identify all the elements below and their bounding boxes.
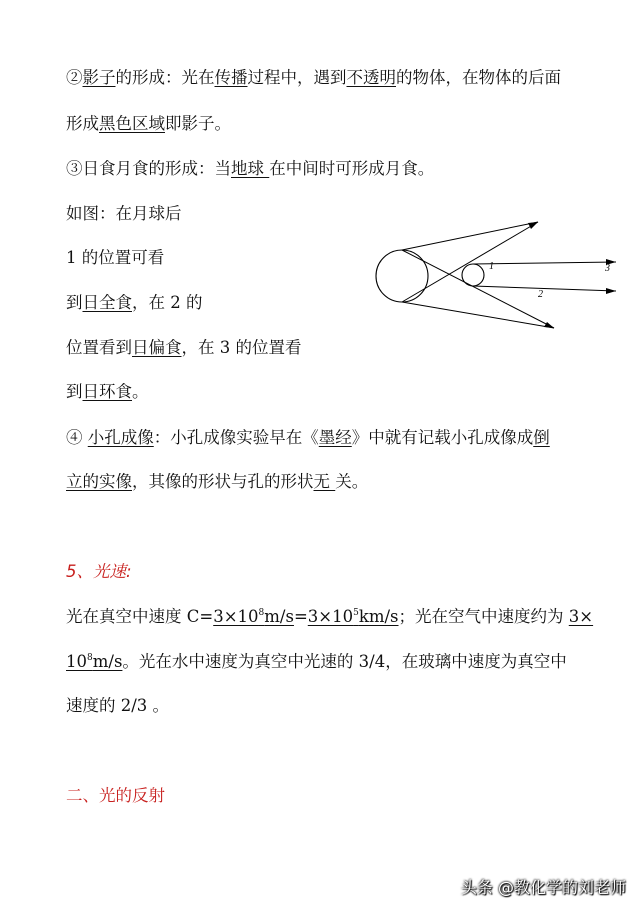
light-speed-line2 [66, 650, 567, 674]
term-opaque: 不透明 [346, 68, 396, 87]
text: 形成 [66, 114, 99, 133]
term-propagation: 传播 [214, 68, 248, 87]
shadow-paragraph-line1 [66, 66, 561, 90]
speed-value-kms [308, 607, 399, 626]
speed-base: 10 [66, 652, 87, 671]
text: 位置看到 [66, 338, 132, 357]
speed-value-air-cont [66, 652, 122, 671]
text: 。光在水中速度为真空中光速的 3/4，在玻璃中速度为真空中 [122, 652, 567, 671]
sun-circle [376, 250, 428, 302]
text: = [293, 607, 308, 626]
eclipse-paragraph [66, 157, 434, 181]
text: ：小孔成像实验早在《 [153, 428, 319, 447]
eclipse-position-4 [66, 380, 149, 404]
term-total-eclipse: 日全食 [82, 293, 132, 312]
eclipse-position-3 [66, 336, 302, 360]
term-unrelated: 无 [313, 472, 336, 491]
eclipse-diagram [372, 214, 622, 334]
section-heading-reflection: 二、光的反射 [66, 786, 165, 805]
text: 光在真空中速度 C= [66, 607, 214, 626]
text: 》中就有记载小孔成像成 [351, 428, 534, 447]
position-label-2: 2 [538, 289, 543, 300]
shadow-paragraph-line2 [66, 112, 231, 136]
light-speed-line3: 速度的 2/3 。 [66, 696, 170, 715]
eclipse-position-1: 1 的位置可看 [66, 248, 165, 267]
speed-base: 3×10 [213, 607, 259, 626]
ray-right-lower [473, 286, 616, 291]
term-black-region: 黑色区域 [99, 114, 165, 133]
text: ③日食月食的形成：当 [66, 159, 231, 178]
section-heading-light-speed: 5、光速: [66, 562, 132, 581]
speed-unit: m/s [92, 652, 123, 671]
text: 的物体，在物体的后面 [396, 68, 561, 87]
arrowhead-lower [544, 322, 554, 328]
term-mojing: 墨经 [318, 428, 352, 447]
ray-right-upper [473, 262, 616, 264]
text: 过程中，遇到 [247, 68, 347, 87]
term-real-image: 立的实像 [66, 472, 132, 491]
speed-exponent: 8 [258, 608, 265, 618]
text: ，在 3 的位置看 [181, 338, 302, 357]
arrowhead-upper [528, 222, 538, 229]
text: 关。 [335, 472, 369, 491]
ray-cross-up [402, 222, 538, 302]
ray-lower-outer [402, 302, 554, 328]
text: ，其像的形状与孔的形状 [132, 472, 314, 491]
text: 在中间时可形成月食。 [269, 159, 435, 178]
speed-base: 3×10 [307, 607, 354, 626]
position-label-1: 1 [489, 261, 494, 272]
text: ；光在空气中速度约为 [398, 607, 569, 626]
text: 到 [66, 293, 83, 312]
speed-unit: km/s [358, 607, 399, 626]
eclipse-figure-intro: 如图：在月球后 [66, 204, 182, 223]
text: 即影子。 [165, 114, 231, 133]
term-shadow: 影子 [82, 68, 116, 87]
text: ，在 2 的 [132, 293, 203, 312]
speed-unit: m/s [264, 607, 294, 626]
text: 的形成：光在 [115, 68, 215, 87]
speed-exponent: 8 [87, 653, 93, 663]
ray-upper-outer [402, 222, 538, 250]
term-partial-eclipse: 日偏食 [132, 338, 182, 357]
term-pinhole-imaging: 小孔成像 [87, 428, 154, 447]
speed-value-ms [213, 607, 294, 626]
term-earth: 地球 [231, 159, 270, 178]
pinhole-paragraph-line2 [66, 470, 368, 494]
item-number: ④ [66, 428, 88, 447]
text: 到 [66, 382, 83, 401]
term-annular-eclipse: 日环食 [82, 382, 132, 401]
speed-exponent: 5 [353, 608, 359, 618]
watermark: 头条 @教化学的刘老师 [460, 878, 626, 897]
eclipse-position-2 [66, 291, 203, 315]
position-label-3: 3 [605, 263, 610, 274]
speed-value-air: 3× [568, 607, 594, 626]
item-number: ② [66, 68, 83, 87]
pinhole-paragraph-line1 [66, 426, 550, 450]
arrowhead-right-lower [606, 288, 616, 294]
light-speed-line1 [66, 605, 593, 629]
term-inverted: 倒 [533, 428, 550, 447]
text: 。 [132, 382, 149, 401]
